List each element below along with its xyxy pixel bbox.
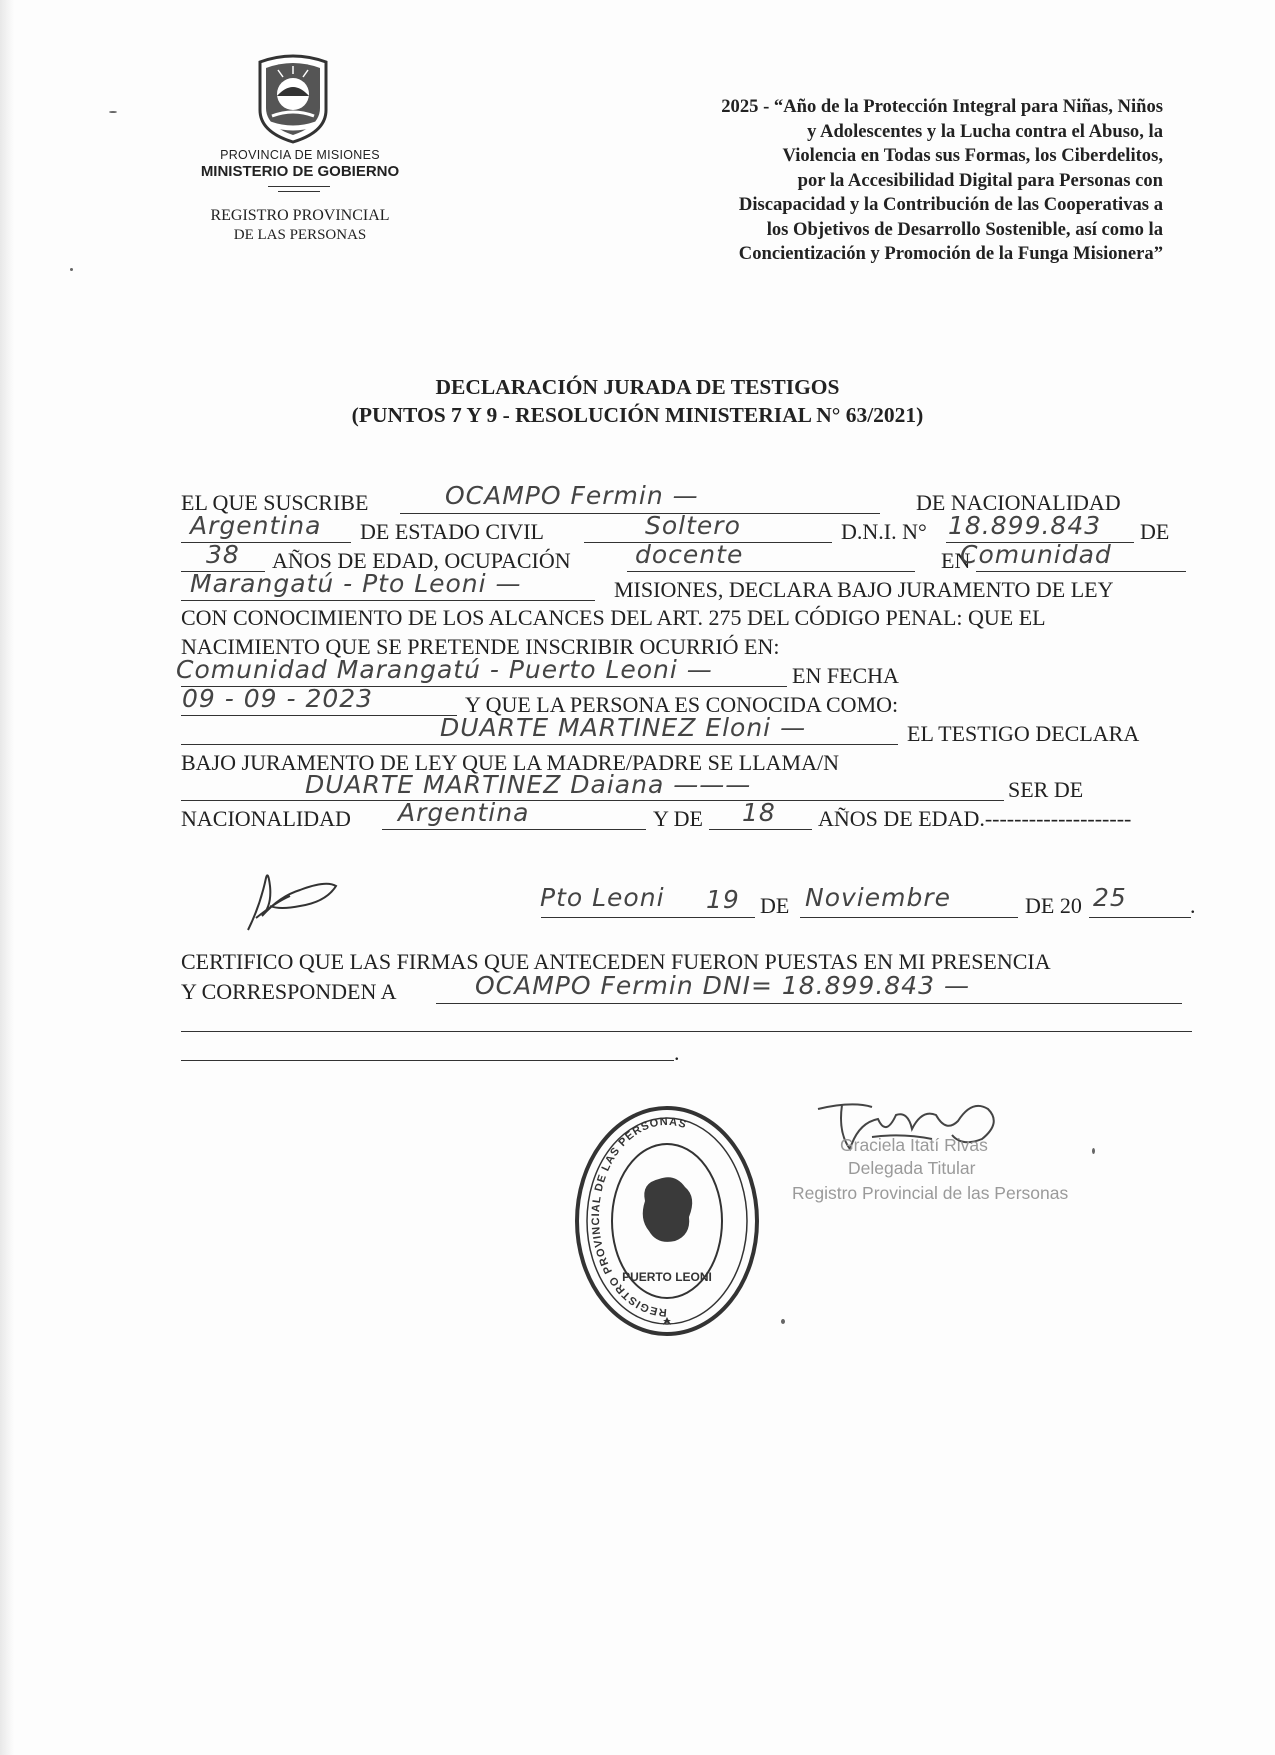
label-anos-ocupacion: AÑOS DE EDAD, OCUPACIÓN: [272, 548, 571, 573]
fill-line: [541, 917, 755, 918]
delegate-role: Delegada Titular: [848, 1158, 976, 1178]
label-nacionalidad-2: NACIONALIDAD: [181, 806, 351, 831]
fill-line: [400, 513, 880, 514]
label-estado-civil: DE ESTADO CIVIL: [360, 519, 544, 544]
handwritten-lugar-firma: Pto Leoni: [540, 883, 665, 912]
fill-line: [382, 829, 646, 830]
province-line: PROVINCIA DE MISIONES: [220, 148, 380, 162]
label-final-period: .: [674, 1040, 680, 1065]
handwritten-mes: Noviembre: [805, 883, 951, 912]
motto-line: por la Accesibilidad Digital para Personas con: [797, 169, 1163, 191]
fill-line: [709, 829, 812, 830]
handwritten-nacionalidad: Argentina: [190, 511, 322, 540]
handwritten-edad-2: 18: [742, 798, 776, 827]
label-dni: D.N.I. N°: [841, 519, 927, 544]
delegate-office: Registro Provincial de las Personas: [792, 1183, 1069, 1203]
motto-line: Discapacidad y la Contribución de las Cooperativas a: [738, 194, 1163, 215]
ministry-name: MINISTERIO DE GOBIERNO: [200, 163, 400, 180]
label-de-anio: DE 20: [1025, 893, 1082, 918]
handwritten-localidad: Marangatú - Pto Leoni —: [190, 569, 522, 598]
handwritten-dni: 18.899.843: [948, 511, 1102, 540]
handwritten-en: Comunidad: [960, 540, 1112, 569]
label-conocida: Y QUE LA PERSONA ES CONOCIDA COMO:: [465, 692, 899, 717]
delegate-name: Graciela Itatí Rivas: [840, 1135, 988, 1155]
label-certifico: CERTIFICO QUE LAS FIRMAS QUE ANTECEDEN FUERON PUESTAS EN MI PRESENCIA: [181, 949, 1051, 974]
scan-speck: [109, 111, 117, 113]
handwritten-madre-padre: DUARTE MARTINEZ Daiana ———: [305, 770, 752, 799]
registry-line-2: DE LAS PERSONAS: [233, 227, 367, 243]
motto-line: 2025 - “Año de la Protección Integral para Niñas, Niños: [721, 96, 1163, 117]
fill-line: [436, 1003, 1182, 1004]
fill-line: [181, 744, 898, 745]
document-subtitle: (PUNTOS 7 Y 9 - RESOLUCIÓN MINISTERIAL N° 63/2021): [351, 403, 924, 427]
official-stamp: [575, 1105, 760, 1337]
fill-line: [181, 800, 1004, 801]
label-y-de: Y DE: [653, 806, 703, 831]
stamp-ring-text: REGISTRO PROVINCIAL DE LAS PERSONAS: [589, 1115, 689, 1319]
fill-line: [181, 1031, 1192, 1032]
fill-line: [181, 600, 595, 601]
scan-edge: [0, 0, 14, 1755]
handwritten-suscribe: OCAMPO Fermin —: [445, 481, 699, 510]
handwritten-dia: 19: [706, 885, 740, 914]
handwritten-ocupacion: docente: [635, 540, 744, 569]
label-de-fecha: DE: [760, 893, 790, 918]
label-nacionalidad: DE NACIONALIDAD: [916, 490, 1121, 515]
label-corresponden: Y CORRESPONDEN A: [181, 979, 397, 1004]
witness-signature: [240, 866, 350, 936]
label-anos-edad: AÑOS DE EDAD.--------------------: [818, 806, 1132, 831]
fill-line: [627, 571, 915, 572]
fill-line: [181, 715, 457, 716]
handwritten-corresponden: OCAMPO Fermin DNI= 18.899.843 —: [475, 971, 970, 1000]
label-de: DE: [1140, 519, 1170, 544]
motto-line: y Adolescentes y la Lucha contra el Abuso, la: [807, 120, 1163, 142]
motto-line: Violencia en Todas sus Formas, los Ciberdelitos,: [782, 145, 1163, 166]
handwritten-anio: 25: [1093, 883, 1127, 912]
handwritten-fecha: 09 - 09 - 2023: [182, 684, 374, 713]
label-madre-padre: BAJO JURAMENTO DE LEY QUE LA MADRE/PADRE SE LLAMA/N: [181, 750, 839, 775]
document-title: DECLARACIÓN JURADA DE TESTIGOS: [435, 375, 840, 399]
year-motto: [520, 95, 1163, 267]
fill-line: [976, 571, 1186, 572]
header-rule: [278, 191, 320, 192]
label-conocimiento: CON CONOCIMIENTO DE LOS ALCANCES DEL ART. 275 DEL CÓDIGO PENAL: QUE EL: [181, 605, 1046, 630]
label-en: EN: [941, 548, 971, 573]
scan-speck: [1092, 1148, 1095, 1154]
motto-line: los Objetivos de Desarrollo Sostenible, así como la: [766, 218, 1163, 240]
header-rule: [268, 186, 330, 187]
handwritten-estado-civil: Soltero: [645, 511, 741, 540]
label-en-fecha: EN FECHA: [792, 663, 899, 688]
fill-line: [800, 917, 1018, 918]
fill-line: [181, 1060, 674, 1061]
handwritten-lugar: Comunidad Marangatú - Puerto Leoni —: [176, 655, 713, 684]
fill-line: [1089, 917, 1191, 918]
scan-speck: [781, 1319, 785, 1324]
label-period: .: [1190, 893, 1196, 918]
handwritten-edad: 38: [206, 540, 240, 569]
registry-line-1: REGISTRO PROVINCIAL: [210, 207, 390, 224]
motto-line: Concientización y Promoción de la Funga Misionera”: [738, 243, 1163, 264]
handwritten-conocida-como: DUARTE MARTINEZ Eloni —: [440, 713, 807, 742]
label-misiones-declara: MISIONES, DECLARA BAJO JURAMENTO DE LEY: [614, 577, 1114, 602]
label-suscribe: EL QUE SUSCRIBE: [181, 490, 369, 515]
scan-speck: [70, 268, 73, 271]
handwritten-nacionalidad-2: Argentina: [398, 798, 530, 827]
stamp-center-text: PUERTO LEONI: [622, 1270, 712, 1284]
province-shield-logo: [252, 52, 334, 144]
label-nacimiento: NACIMIENTO QUE SE PRETENDE INSCRIBIR OCURRIÓ EN:: [181, 634, 780, 659]
label-testigo-declara: EL TESTIGO DECLARA: [907, 721, 1140, 746]
label-ser-de: SER DE: [1008, 777, 1084, 802]
